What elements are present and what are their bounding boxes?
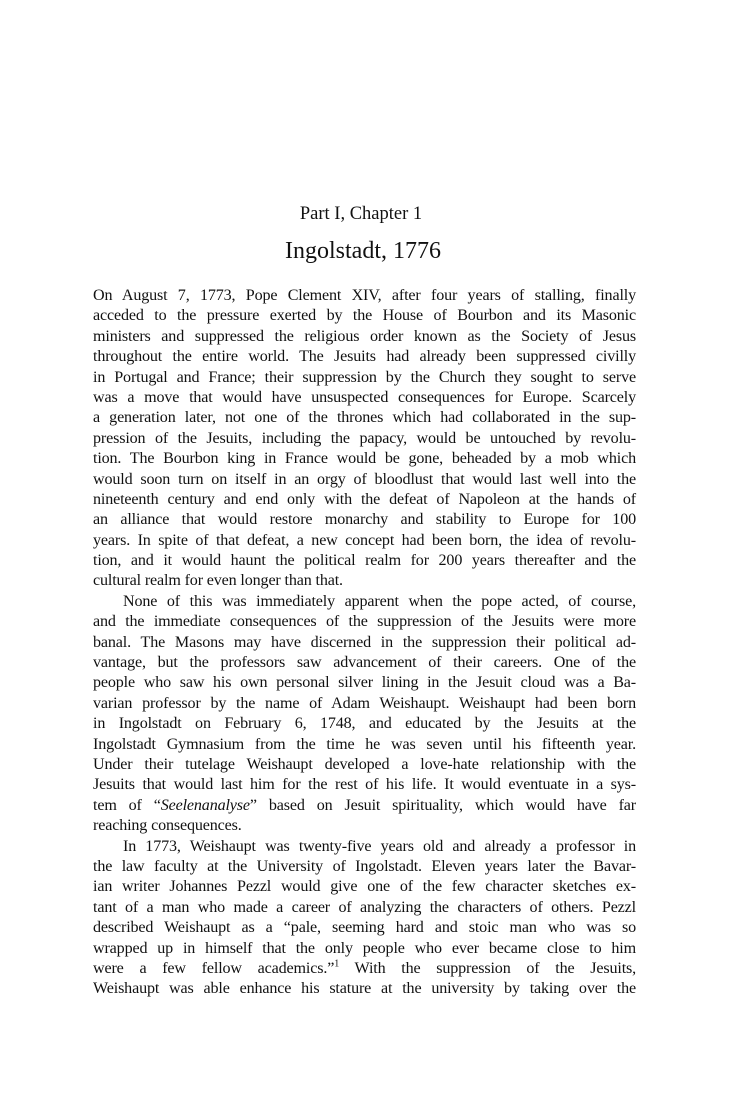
text-line: in Portugal and France; their suppression by the Church they sought to serve — [93, 368, 636, 386]
text-line: was a move that would have unsuspected consequences for Europe. Scarcely — [93, 388, 636, 406]
text-line: ian writer Johannes Pezzl would give one of the few character sketches ex- — [93, 878, 636, 896]
footnote-marker: 1 — [334, 958, 340, 970]
text-line: in Ingolstadt on February 6, 1748, and educated by the Jesuits at the — [93, 715, 636, 733]
text-fragment: were a few fellow academics.” — [93, 959, 335, 977]
text-line: Ingolstadt Gymnasium from the time he was seven until his fifteenth year. — [93, 735, 636, 753]
text-fragment: ” based on Jesuit spirituality, which would have far — [249, 796, 637, 814]
chapter-title: Ingolstadt, 1776 — [285, 238, 441, 264]
part-heading: Part I, Chapter 1 — [299, 204, 423, 224]
text-line: described Weishaupt as a “pale, seeming hard and stoic man who was so — [93, 919, 636, 937]
text-line: acceded to the pressure exerted by the House of Bourbon and its Masonic — [93, 307, 636, 325]
text-line: would soon turn on itself in an orgy of bloodlust that would last well into the — [93, 470, 636, 488]
text-fragment: tem of “ — [93, 796, 161, 814]
text-line: None of this was immediately apparent when the pope acted, of course, — [123, 592, 636, 610]
text-line: an alliance that would restore monarchy and stability to Europe for 100 — [93, 511, 636, 529]
text-line — [93, 959, 636, 979]
paragraph-1 — [93, 286, 636, 592]
text-line: tion. The Bourbon king in France would be gone, beheaded by a mob which — [93, 450, 636, 468]
paragraph-2 — [93, 592, 636, 837]
text-line: Under their tutelage Weishaupt developed a love-hate relationship with the — [93, 755, 636, 773]
text-line — [93, 796, 636, 816]
text-line: varian professor by the name of Adam Weishaupt. Weishaupt had been born — [93, 694, 636, 712]
text-line: vantage, but the professors saw advancement of their careers. One of the — [93, 654, 636, 672]
text-line: a generation later, not one of the thrones which had collaborated in the sup- — [93, 409, 636, 427]
text-line: Weishaupt was able enhance his stature at the university by taking over the — [93, 980, 636, 998]
text-line: years. In spite of that defeat, a new concept had been born, the idea of revolu- — [93, 531, 636, 549]
italic-term: Seelenanalyse — [160, 796, 250, 814]
paragraph-3 — [93, 837, 636, 1000]
text-line: and the immediate consequences of the suppression of the Jesuits were more — [93, 613, 636, 631]
text-fragment: With the suppression of the Jesuits, — [339, 959, 636, 977]
text-line: On August 7, 1773, Pope Clement XIV, after four years of stalling, finally — [93, 287, 636, 304]
text-line: Jesuits that would last him for the rest of his life. It would eventuate in a sys- — [93, 776, 636, 794]
text-line: tant of a man who made a career of analyzing the characters of others. Pezzl — [93, 898, 636, 916]
text-line: ministers and suppressed the religious order known as the Society of Jesus — [93, 327, 636, 345]
text-line: banal. The Masons may have discerned in the suppression their political ad- — [93, 633, 636, 651]
text-line: cultural realm for even longer than that. — [93, 572, 343, 590]
text-line: wrapped up in himself that the only people who ever became close to him — [93, 939, 636, 957]
text-line: nineteenth century and end only with the defeat of Napoleon at the hands of — [93, 490, 636, 508]
text-line: reaching consequences. — [93, 817, 242, 835]
text-line: In 1773, Weishaupt was twenty-five years old and already a professor in — [123, 837, 636, 855]
body-text — [93, 286, 636, 1000]
text-line: throughout the entire world. The Jesuits had already been suppressed civilly — [93, 348, 636, 366]
text-line: people who saw his own personal silver lining in the Jesuit cloud was a Ba- — [93, 674, 636, 692]
text-line: pression of the Jesuits, including the papacy, would be untouched by revolu- — [93, 429, 636, 447]
text-line: tion, and it would haunt the political realm for 200 years thereafter and the — [93, 552, 636, 570]
text-line: the law faculty at the University of Ingolstadt. Eleven years later the Bavar- — [93, 857, 636, 875]
